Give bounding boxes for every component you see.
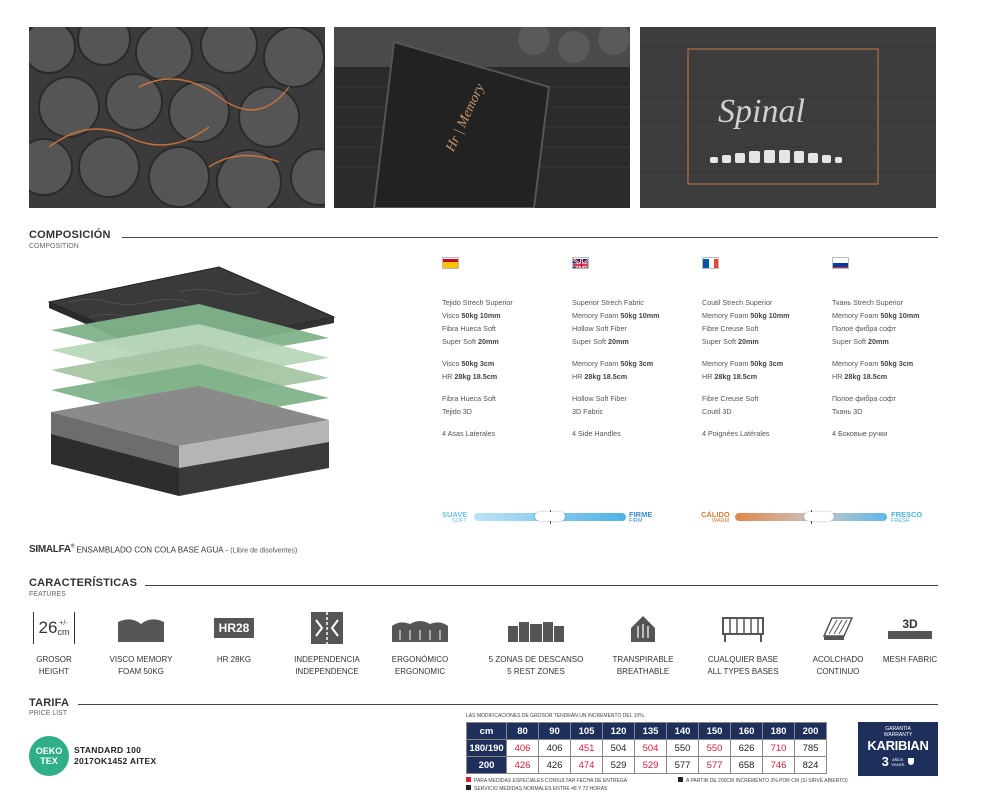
spec-block: [832, 296, 962, 348]
price-cell: 474: [571, 757, 603, 774]
feature-label: VISCO MEMORY: [109, 655, 173, 664]
spec-line: Hollow Soft Fiber: [572, 324, 627, 333]
feature-sublabel: ALL TYPES BASES: [707, 667, 779, 676]
price-cell: 451: [571, 740, 603, 757]
spec-line: Super Soft 20mm: [572, 337, 629, 346]
flag-france-icon: [702, 257, 719, 269]
price-subtitle: PRICE LIST: [29, 710, 68, 717]
price-width-header: 180: [763, 723, 795, 740]
price-cell: 406: [507, 740, 539, 757]
spec-line: 4 Poignées Latérales: [702, 429, 770, 438]
spec-line: Memory Foam 50kg 10mm: [832, 311, 920, 320]
spec-block: [572, 296, 702, 348]
price-cell: 504: [603, 740, 635, 757]
feature-label: 5 ZONAS DE DESCANSO: [488, 655, 584, 664]
spec-block: [442, 427, 572, 440]
base-icon: [721, 612, 765, 644]
feature-mesh-fabric: [860, 608, 960, 666]
price-note-service: SERVICIO MEDIDAS NORMALES ENTRE 48 Y 72 HORAS: [466, 785, 607, 792]
price-header-note: LAS MODIFICACIONES DE GROSOR TENDRÁN UN INCREMENTO DEL 10%.: [466, 713, 646, 719]
spec-line: Visco 50kg 10mm: [442, 311, 501, 320]
flag-russia-icon: [832, 257, 849, 269]
composition-title: COMPOSICIÓN: [29, 229, 111, 241]
spec-block: [572, 392, 702, 418]
mesh-icon: 3D: [888, 617, 932, 639]
feature-sublabel: FOAM 50KG: [118, 667, 164, 676]
assembly-solvent-note: (Libre de disolventes): [230, 547, 298, 555]
composition-subtitle: COMPOSITION: [29, 243, 79, 250]
price-note-increment: A PARTIR DE 200CM INCREMENTO 3% POR CM (SI SIRVE ABIERTO): [678, 777, 848, 784]
independence-icon: [311, 612, 343, 644]
spec-line: Hollow Soft Fiber: [572, 394, 627, 403]
flag-uk-icon: [572, 257, 589, 269]
oeko-standard: STANDARD 100: [74, 745, 142, 755]
spec-block: [702, 392, 832, 418]
features-subtitle: FEATURES: [29, 591, 66, 598]
price-cell: 504: [635, 740, 667, 757]
photo-label-hr-memory: Hr | Memory: [443, 81, 488, 155]
price-cell: 406: [539, 740, 571, 757]
spec-line: HR 28kg 18.5cm: [702, 372, 758, 381]
price-note-special: PARA MEDIDAS ESPECIALES CONSULTAR FECHA DE ENTREGA: [466, 777, 627, 784]
spec-line: Super Soft 20mm: [702, 337, 759, 346]
photo-spinal-logo: [640, 27, 936, 208]
price-row: [467, 740, 827, 757]
price-width-header: 140: [667, 723, 699, 740]
feature-height: [4, 608, 104, 678]
spec-line: HR 28kg 18.5cm: [832, 372, 888, 381]
price-cell: 426: [539, 757, 571, 774]
spec-line: Visco 50kg 3cm: [442, 359, 495, 368]
feature-breathable: [593, 608, 693, 678]
feature-sublabel: INDEPENDENCE: [295, 667, 359, 676]
spec-line: Fibra Hueca Soft: [442, 394, 496, 403]
spec-line: Superior Strech Fabric: [572, 298, 644, 307]
spec-line: Memory Foam 50kg 3cm: [702, 359, 784, 368]
temperature-slider: [735, 509, 887, 523]
feature-label: MESH FABRIC: [882, 655, 938, 664]
section-divider: [145, 585, 938, 586]
price-width-header: 105: [571, 723, 603, 740]
feature-all-bases: [693, 608, 793, 678]
breathable-icon: [627, 612, 659, 644]
feature-label: HR 28KG: [216, 655, 252, 664]
spec-line: Полое фибра софт: [832, 394, 897, 403]
feature-memory-foam: [91, 608, 191, 678]
feature-label: CUALQUIER BASE: [707, 655, 779, 664]
feature-sublabel: HEIGHT: [38, 667, 70, 676]
firmness-firm-label: FIRME: [629, 510, 653, 519]
spec-line: Memory Foam 50kg 3cm: [832, 359, 914, 368]
ergonomic-icon: [390, 612, 450, 644]
ruler-icon: 26 +/- cm: [33, 612, 75, 644]
simalfa-logo: SIMALFA®: [29, 544, 75, 556]
feature-rest-zones: [486, 608, 586, 678]
spec-line: Memory Foam 50kg 10mm: [572, 311, 660, 320]
shield-icon: [908, 758, 914, 765]
lang-column-es: [442, 296, 572, 449]
photo-label-spinal: Spinal: [718, 93, 805, 130]
price-width-header: 135: [635, 723, 667, 740]
spec-block: [832, 357, 962, 383]
oeko-code: 2017OK1452 AITEX: [74, 756, 157, 766]
feature-label: GROSOR: [36, 655, 72, 664]
spec-block: [702, 357, 832, 383]
spec-line: Tejido Strech Superior: [442, 298, 513, 307]
spec-line: Fibra Hueca Soft: [442, 324, 496, 333]
firmness-slider: [474, 509, 626, 523]
spec-line: HR 28kg 18.5cm: [442, 372, 498, 381]
firmness-soft-label: SUAVE: [442, 510, 468, 519]
spec-block: [702, 296, 832, 348]
spec-line: 4 Side Handles: [572, 429, 621, 438]
price-width-header: 160: [731, 723, 763, 740]
spec-line: Super Soft 20mm: [442, 337, 499, 346]
feature-label: ERGONÓMICO: [391, 655, 449, 664]
firmness-soft-sublabel: SOFT: [452, 518, 467, 524]
price-length-header: 200: [467, 757, 507, 774]
mattress-layers-illustration: [29, 262, 349, 502]
price-cell: 746: [763, 757, 795, 774]
section-divider: [122, 237, 938, 238]
spec-line: Super Soft 20mm: [832, 337, 889, 346]
quilting-icon: [820, 612, 856, 644]
price-cell: 658: [731, 757, 763, 774]
feature-label: ACOLCHADO: [812, 655, 864, 664]
lang-column-fr: [702, 296, 832, 449]
spec-block: [832, 392, 962, 418]
price-cell: 824: [795, 757, 827, 774]
price-width-header: 200: [795, 723, 827, 740]
spec-block: [442, 296, 572, 348]
spec-line: 4 Боковые ручки: [832, 429, 888, 438]
zones-icon: [506, 612, 566, 644]
warranty-badge: GARANTÍA WARRANTY KARIBIAN 3 AÑOS YEARS: [858, 722, 938, 776]
price-row: [467, 757, 827, 774]
price-width-header: 80: [507, 723, 539, 740]
spec-line: Ткань 3D: [832, 407, 863, 416]
firmness-knob: [535, 512, 565, 521]
spec-block: [572, 357, 702, 383]
price-cell: 710: [763, 740, 795, 757]
spec-block: [832, 427, 962, 440]
feature-label: TRANSPIRABLE: [612, 655, 674, 664]
features-title: CARACTERÍSTICAS: [29, 577, 138, 589]
spec-line: Fibre Creuse Soft: [702, 394, 759, 403]
price-unit-header: cm: [467, 723, 507, 740]
price-width-header: 90: [539, 723, 571, 740]
spec-block: [442, 357, 572, 383]
feature-ergonomic: [370, 608, 470, 678]
feature-sublabel: 5 REST ZONES: [507, 667, 565, 676]
firmness-firm-sublabel: FIRM: [629, 518, 643, 524]
assembly-text: ENSAMBLADO CON COLA BASE AGUA -: [76, 545, 229, 555]
price-cell: 577: [667, 757, 699, 774]
assembly-note: [29, 544, 297, 555]
temperature-warm-label: CÁLIDO: [701, 510, 730, 519]
oeko-tex-logo: OEKO TEX: [29, 736, 69, 776]
price-cell: 550: [667, 740, 699, 757]
feature-sublabel: ERGONOMIC: [394, 667, 446, 676]
spec-line: Memory Foam 50kg 3cm: [572, 359, 654, 368]
section-divider: [78, 704, 938, 705]
spec-line: Fibre Creuse Soft: [702, 324, 759, 333]
spec-block: [442, 392, 572, 418]
spec-line: Memory Foam 50kg 10mm: [702, 311, 790, 320]
temperature-warm-sublabel: WARM: [712, 518, 730, 524]
lang-column-en: [572, 296, 702, 449]
price-cell: 785: [795, 740, 827, 757]
price-cell: 626: [731, 740, 763, 757]
price-width-header: 150: [699, 723, 731, 740]
price-cell: 577: [699, 757, 731, 774]
spec-line: Coutil Strech Superior: [702, 298, 773, 307]
price-length-header: 180/190: [467, 740, 507, 757]
price-cell: 529: [635, 757, 667, 774]
photo-quilted-top: [29, 27, 325, 208]
temperature-knob: [804, 512, 834, 521]
lang-column-ru: [832, 296, 962, 449]
feature-independence: [277, 608, 377, 678]
spec-line: Ткань Strech Superior: [832, 298, 904, 307]
temperature-fresh-sublabel: FRESH: [891, 518, 910, 524]
hr28-icon: HR28: [214, 618, 254, 638]
feature-hr28: [184, 608, 284, 666]
price-cell: 529: [603, 757, 635, 774]
spec-line: 3D Fabric: [572, 407, 604, 416]
spec-block: [702, 427, 832, 440]
spec-line: Coutil 3D: [702, 407, 732, 416]
memory-foam-icon: [116, 612, 166, 644]
price-cell: 550: [699, 740, 731, 757]
spec-block: [572, 427, 702, 440]
feature-sublabel: BREATHABLE: [616, 667, 670, 676]
feature-sublabel: CONTINUO: [816, 667, 860, 676]
flag-spain-icon: [442, 257, 459, 269]
feature-label: INDEPENDENCIA: [294, 655, 360, 664]
photo-hr-memory-label: [334, 27, 630, 208]
price-cell: 426: [507, 757, 539, 774]
spec-line: Полое фибра софт: [832, 324, 897, 333]
temperature-fresh-label: FRESCO: [891, 510, 923, 519]
spec-line: 4 Asas Laterales: [442, 429, 496, 438]
spec-line: HR 28kg 18.5cm: [572, 372, 628, 381]
price-title: TARIFA: [29, 697, 70, 709]
price-table: [466, 722, 827, 774]
price-width-header: 120: [603, 723, 635, 740]
spec-line: Tejido 3D: [442, 407, 472, 416]
